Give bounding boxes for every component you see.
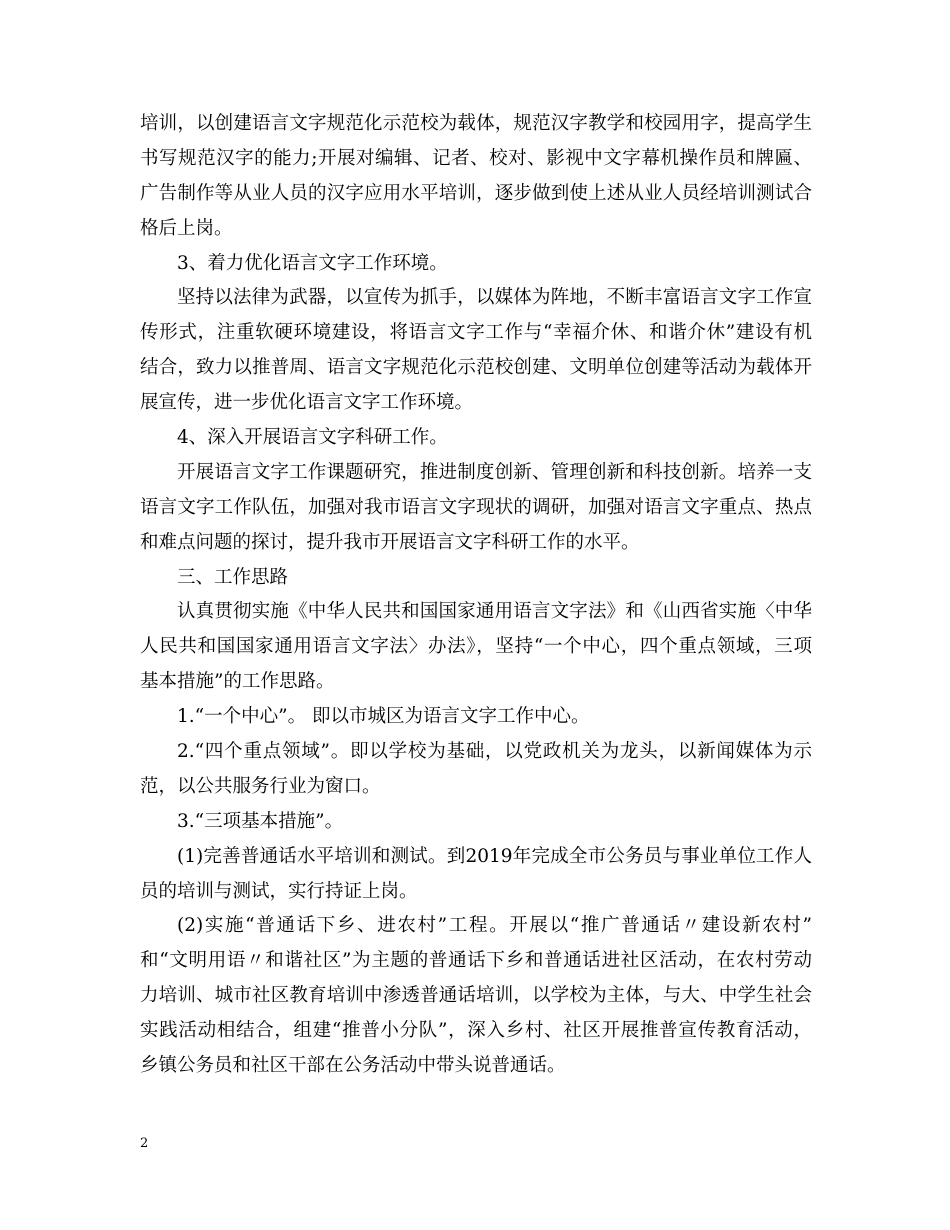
- page-number: 2: [140, 1136, 149, 1151]
- section-heading-4: 4、深入开展语言文字科研工作。: [177, 427, 448, 449]
- text-line-27: 实践活动相结合，组建“推普小分队”，深入乡村、社区开展推普宣传教育活动，: [140, 1020, 812, 1042]
- text-line-13: 和难点问题的探讨，提升我市开展语言文字科研工作的水平。: [140, 531, 640, 553]
- text-line-15: 认真贯彻实施《中华人民共和国国家通用语言文字法》和《山西省实施〈中华: [177, 601, 812, 623]
- list-item-one-center: 1.“一个中心”。 即以市城区为语言文字工作中心。: [177, 706, 590, 728]
- text-line-7: 传形式，注重软硬环境建设，将语言文字工作与“幸福介休、和谐介休”建设有机: [140, 322, 812, 344]
- text-line-9: 展宣传，进一步优化语言文字工作环境。: [140, 392, 474, 414]
- sub-item-1: (1)完善普通话水平培训和测试。到2019年完成全市公务员与事业单位工作人: [177, 845, 812, 867]
- text-line-3: 广告制作等从业人员的汉字应用水平培训，逐步做到使上述从业人员经培训测试合: [140, 182, 812, 204]
- text-line-26: 力培训、城市社区教育培训中渗透普通话培训，以学校为主体，与大、中学生社会: [140, 985, 812, 1007]
- sub-item-2: (2)实施“普通话下乡、进农村”工程。开展以“推广普通话〃建设新农村”: [177, 915, 812, 937]
- text-line-17: 基本措施”的工作思路。: [140, 671, 335, 693]
- list-item-four-areas: 2.“四个重点领域”。即以学校为基础，以党政机关为龙头，以新闻媒体为示: [177, 741, 812, 763]
- text-line-6: 坚持以法律为武器，以宣传为抓手，以媒体为阵地，不断丰富语言文字工作宣: [177, 287, 812, 309]
- text-line-16: 人民共和国国家通用语言文字法〉办法》，坚持“一个中心，四个重点领域，三项: [140, 636, 812, 658]
- text-line-8: 结合，致力以推普周、语言文字规范化示范校创建、文明单位创建等活动为载体开: [140, 357, 812, 379]
- list-item-three-measures: 3.“三项基本措施”。: [177, 810, 344, 832]
- chapter-heading-work-approach: 三、工作思路: [177, 566, 289, 588]
- section-heading-3: 3、着力优化语言文字工作环境。: [177, 252, 448, 274]
- text-line-1: 培训，以创建语言文字规范化示范校为载体，规范汉字教学和校园用字，提高学生: [140, 113, 812, 134]
- text-line-4: 格后上岗。: [140, 217, 233, 239]
- text-line-11: 开展语言文字工作课题研究，推进制度创新、管理创新和科技创新。培养一支: [177, 461, 812, 483]
- text-line-28: 乡镇公务员和社区干部在公务活动中带头说普通话。: [140, 1055, 566, 1077]
- text-line-25: 和“文明用语〃和谐社区”为主题的普通话下乡和普通话进社区活动，在农村劳动: [140, 950, 812, 972]
- text-line-12: 语言文字工作队伍，加强对我市语言文字现状的调研，加强对语言文字重点、热点: [140, 496, 812, 518]
- text-line-2: 书写规范汉字的能力;开展对编辑、记者、校对、影视中文字幕机操作员和牌匾、: [140, 147, 812, 169]
- text-line-20: 范，以公共服务行业为窗口。: [140, 775, 381, 797]
- text-line-23: 员的培训与测试，实行持证上岗。: [140, 880, 418, 902]
- document-body: [140, 112, 812, 1089]
